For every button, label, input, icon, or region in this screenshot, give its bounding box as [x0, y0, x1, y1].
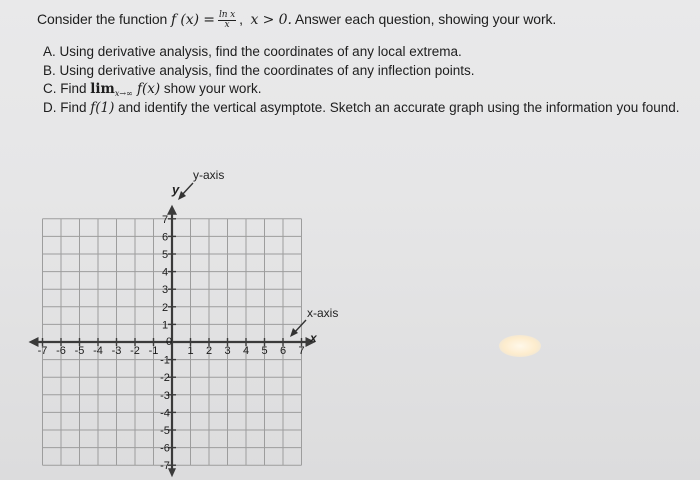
part-text-end: show your work. [160, 81, 262, 96]
y-tick-label: 6 [161, 231, 169, 244]
x-tick-label: -6 [56, 345, 66, 357]
x-tick-label: 3 [224, 345, 231, 357]
y-tick-label: 3 [161, 284, 169, 297]
y-tick-label: -2 [160, 372, 170, 385]
x-tick-label: -2 [130, 345, 140, 357]
y-axis-label: y-axis [193, 168, 225, 182]
x-tick-label: -1 [148, 345, 159, 357]
fraction-denominator: x [224, 20, 230, 30]
x-axis-label: x-axis [307, 306, 339, 320]
y-tick-label: -7 [160, 460, 170, 473]
light-glare [499, 335, 541, 357]
domain-condition: x > 0. [250, 12, 292, 29]
y-tick-label: 7 [161, 213, 169, 226]
part-text: Find [60, 99, 91, 115]
part-text: Using derivative analysis, find the coordinates of any inflection points. [59, 62, 475, 78]
part-text: Using derivative analysis, find the coordinates of any local extrema. [59, 44, 462, 59]
limit-operator: lim [90, 81, 115, 97]
y-tick-label: 1 [161, 319, 169, 332]
x-tick-label: -3 [111, 345, 122, 357]
part-text-end: and identify the vertical asymptote. Sketch an accurate graph using the information you found. [114, 99, 680, 115]
y-tick-label: 5 [161, 249, 169, 261]
limit-subscript: x→∞ [114, 89, 133, 98]
part-letter: A. [43, 44, 56, 59]
x-tick-label: 5 [261, 345, 268, 357]
y-axis-letter: y [172, 182, 180, 197]
x-tick-label: 1 [187, 345, 194, 357]
y-tick-label: -6 [160, 442, 170, 455]
x-tick-label: -5 [74, 345, 85, 357]
y-tick-label: -5 [160, 425, 170, 437]
y-tick-label: -4 [160, 407, 170, 420]
y-tick-label: 2 [161, 301, 169, 314]
x-tick-label: 4 [242, 345, 250, 357]
x-tick-label: 7 [298, 345, 305, 357]
part-letter: B. [43, 62, 56, 78]
part-letter: D. [43, 99, 57, 115]
axes [29, 183, 316, 477]
x-tick-label: -4 [93, 345, 103, 357]
function-name: f (x) = [171, 12, 215, 29]
limit-expression: f(x) [132, 81, 161, 97]
y-tick-label: -3 [160, 389, 170, 402]
problem-statement: Consider the function f (x) = $\frac{\text{ln x}}{x}$ , x > 0. Answer each question, showing your work. [37, 10, 557, 30]
x-tick-label: -7 [37, 345, 48, 357]
x-axis-letter: x [310, 331, 317, 345]
part-text: Find [60, 81, 91, 96]
function-value-expression: f(1) [90, 99, 115, 116]
part-letter: C. [43, 81, 57, 96]
y-tick-label: 4 [161, 266, 169, 279]
fraction-numerator: ln x [218, 10, 236, 20]
x-tick-label: 2 [205, 345, 213, 357]
y-axis-arrowhead [167, 205, 177, 215]
x-tick-label: 6 [279, 345, 287, 357]
prompt-lead: Consider the function [37, 11, 171, 28]
origin-label: 0 [165, 336, 173, 348]
prompt-instruction: Answer each question, showing your work. [294, 11, 557, 28]
y-tick-label: -1 [160, 354, 170, 367]
